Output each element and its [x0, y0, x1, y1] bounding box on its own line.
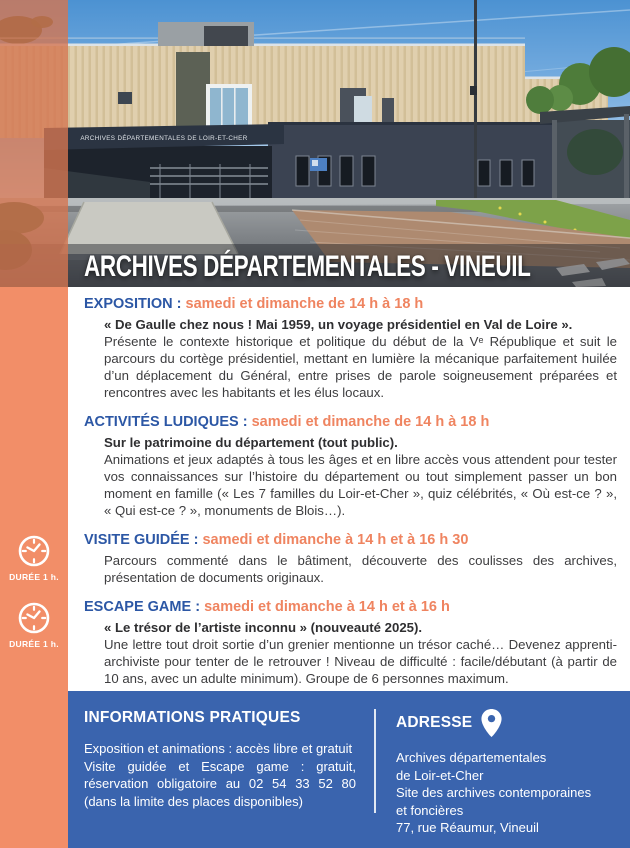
section-title: ACTIVITÉS LUDIQUES — [84, 414, 239, 430]
clock-icon — [16, 600, 52, 636]
clock-icon — [16, 533, 52, 569]
address-heading — [396, 709, 616, 737]
address-line: et foncières — [396, 802, 464, 818]
building-photo — [0, 0, 630, 287]
section-separator: : — [172, 296, 186, 312]
building-sign-text: ARCHIVES DÉPARTEMENTALES DE LOIR-ET-CHER — [80, 135, 248, 142]
footer-divider — [374, 709, 376, 813]
section-separator: : — [191, 599, 205, 615]
duration-label: DURÉE 1 h. — [9, 639, 59, 649]
accent-bar-photo-tint — [0, 0, 68, 287]
section-heading — [84, 414, 617, 430]
section-lead: « Le trésor de l’artiste inconnu » (nouveauté 2025). — [104, 620, 423, 635]
practical-info-title: INFORMATIONS PRATIQUES — [84, 709, 301, 726]
section-schedule: samedi et dimanche à 14 h et à 16 h — [204, 599, 450, 615]
section-heading — [84, 599, 617, 615]
section-visite-guidee — [84, 532, 617, 586]
section-body: Parcours commenté dans le bâtiment, découverte des coulisses des archives, présentation de documents originaux. — [104, 553, 617, 585]
page-title: ARCHIVES DÉPARTEMENTALES - VINEUIL — [84, 250, 531, 283]
section-schedule: samedi et dimanche de 14 h à 18 h — [251, 414, 490, 430]
section-lead: « De Gaulle chez nous ! Mai 1959, un voyage présidentiel en Val de Loire ». — [104, 317, 573, 332]
practical-info-column — [84, 709, 356, 810]
section-title: VISITE GUIDÉE — [84, 532, 190, 548]
duration-badge-escape — [0, 600, 68, 649]
duration-badge-visite — [0, 533, 68, 582]
section-lead: Sur le patrimoine du département (tout public). — [104, 435, 398, 450]
address-line: 77, rue Réaumur, Vineuil — [396, 820, 539, 835]
address-line: Archives départementales — [396, 750, 547, 765]
practical-info-panel — [68, 691, 630, 848]
section-body: Une lettre tout droit sortie d’un grenier mentionne un trésor caché… Devenez apprenti-archiviste pour tenter de le retrouver ! Niveau de difficulté : facile/débutant (à partir de 10 ans, avec un adulte minimum). Groupe de 6 personnes maximum. — [104, 637, 617, 686]
section-escape-game — [84, 599, 617, 687]
section-separator: : — [189, 532, 203, 548]
location-pin-icon — [481, 709, 502, 737]
section-title: EXPOSITION — [84, 296, 173, 312]
section-heading — [84, 532, 617, 548]
section-separator: : — [238, 414, 252, 430]
section-schedule: samedi et dimanche à 14 h et à 16 h 30 — [202, 532, 469, 548]
section-exposition — [84, 296, 617, 401]
address-title: ADRESSE — [396, 714, 473, 731]
section-body: Animations et jeux adaptés à tous les âges et en libre accès vous attendent pour tester vos connaissances sur l’histoire du département ou tout simplement passer un bon moment en famille (« Les 7 familles du Loir-et-Cher », quiz célébrités, « Où est-ce ? », « Qui est-ce ? », monuments de Blois…). — [104, 452, 617, 518]
section-schedule: samedi et dimanche de 14 h à 18 h — [185, 296, 424, 312]
section-title: ESCAPE GAME — [84, 599, 192, 615]
address-line: de Loir-et-Cher — [396, 767, 484, 783]
address-column — [396, 709, 616, 837]
practical-info-line: Visite guidée et Escape game : gratuit, réservation obligatoire au 02 54 33 52 80 (dans la limite des places disponibles) — [84, 758, 356, 809]
address-line: Site des archives contemporaines — [396, 785, 592, 800]
section-heading — [84, 296, 617, 312]
section-activites-ludiques — [84, 414, 617, 519]
program-content — [68, 287, 630, 700]
practical-info-line: Exposition et animations : accès libre et gratuit — [84, 741, 353, 756]
section-body: Présente le contexte historique et politique du début de la Vᵉ République et suit le parcours du cortège présidentiel, mettant en lumière la mécanique parfaitement huilée d’un déplacement du Général, entre prises de parole soigneusement préparées et rencontres avec les habitants et les élus locaux. — [104, 334, 617, 400]
duration-label: DURÉE 1 h. — [9, 572, 59, 582]
